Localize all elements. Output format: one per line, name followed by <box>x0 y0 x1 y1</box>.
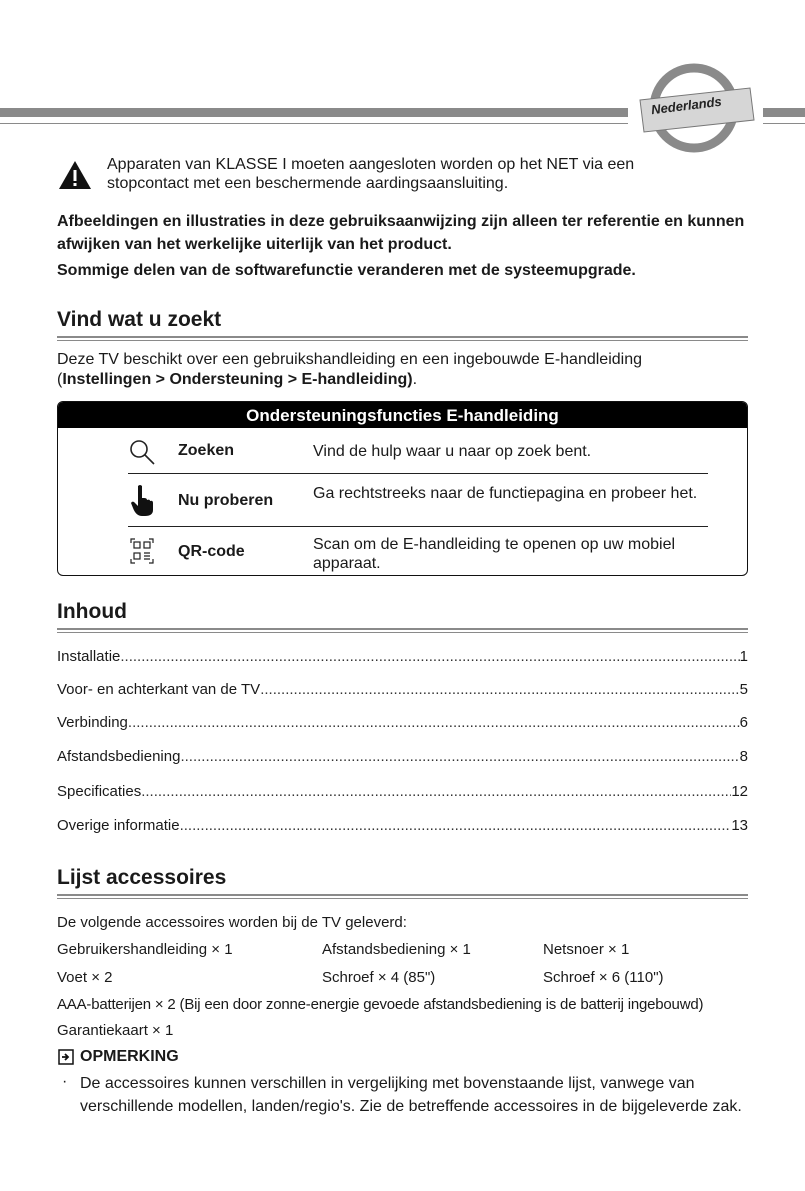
toc-leader <box>180 748 739 765</box>
toc-title: Installatie <box>57 648 121 665</box>
language-badge: Nederlands <box>650 93 723 118</box>
toc-leader <box>180 817 732 834</box>
feature-desc: Vind de hulp waar u naar op zoek bent. <box>313 443 592 460</box>
toc-page: 12 <box>731 783 748 800</box>
toc-leader <box>260 681 739 698</box>
accessories-intro: De volgende accessoires worden bij de TV geleverd: <box>57 914 407 931</box>
toc-title: Verbinding <box>57 714 128 731</box>
warning-text: Apparaten van KLASSE I moeten aangesloten worden op het NET via een stopcontact met een beschermende aardingsaansluiting. <box>107 156 635 192</box>
accessory-item: Gebruikershandleiding × 1 <box>57 941 233 958</box>
toc-title: Voor- en achterkant van de TV <box>57 681 261 698</box>
header-bar-right <box>763 108 805 117</box>
accessory-item: Voet × 2 <box>57 969 113 986</box>
accessory-item: Schroef × 6 (110") <box>543 969 664 986</box>
toc-entry[interactable] <box>57 714 748 731</box>
table-title: Ondersteuningsfuncties E-handleiding <box>58 402 747 428</box>
heading-rule <box>57 628 748 633</box>
search-icon <box>128 438 156 466</box>
header-rule-right <box>763 123 805 124</box>
hand-pointer-icon <box>131 484 155 516</box>
feature-name: Nu proberen <box>178 492 274 509</box>
warning-icon <box>58 160 92 190</box>
accessory-warranty: Garantiekaart × 1 <box>57 1022 174 1039</box>
toc-entry[interactable] <box>57 648 748 665</box>
notice-reference: Afbeeldingen en illustraties in deze gebruiksaanwijzing zijn alleen ter referentie en kunnen afwijken van het werkelijke uiterlijk van het product. <box>57 213 745 253</box>
feature-desc: Scan om de E-handleiding te openen op uw mobiel apparaat. <box>313 536 676 572</box>
row-divider <box>128 473 708 474</box>
notice-software: Sommige delen van de softwarefunctie veranderen met de systeemupgrade. <box>57 262 636 279</box>
toc-page: 1 <box>739 648 748 665</box>
intro-text: Deze TV beschikt over een gebruikshandleiding en een ingebouwde E-handleiding <box>57 351 642 368</box>
heading-find: Vind wat u zoekt <box>57 308 222 331</box>
toc-title: Afstandsbediening <box>57 748 181 765</box>
accessory-batteries: AAA-batterijen × 2 (Bij een door zonne-energie gevoede afstandsbediening is de batterij ingebouwd) <box>57 996 704 1013</box>
toc-entry[interactable] <box>57 748 748 765</box>
path-end: . <box>412 371 418 388</box>
menu-path: Instellingen > Ondersteuning > E-handleiding) <box>62 371 413 388</box>
find-intro <box>57 350 748 390</box>
note-text: De accessoires kunnen verschillen in vergelijking met bovenstaande lijst, vanwege van verschillende modellen, landen/regio's. Zie de betreffende accessoires in de bijgeleverde zak. <box>80 1075 742 1115</box>
toc-entry[interactable] <box>57 817 748 834</box>
note-bullet: · <box>62 1073 68 1090</box>
path-open: ( <box>57 371 63 388</box>
note-title: OPMERKING <box>80 1048 179 1065</box>
heading-rule <box>57 336 748 341</box>
heading-rule <box>57 894 748 899</box>
note-icon <box>58 1049 74 1065</box>
feature-name: QR-code <box>178 543 245 560</box>
toc-title: Overige informatie <box>57 817 180 834</box>
toc-leader <box>120 648 739 665</box>
toc-leader <box>128 714 740 731</box>
row-divider <box>128 526 708 527</box>
e-manual-features-table <box>57 401 748 576</box>
header-rule <box>0 123 628 124</box>
accessory-item: Schroef × 4 (85") <box>322 969 436 986</box>
toc-page: 6 <box>739 714 748 731</box>
toc-leader <box>141 783 731 800</box>
toc-title: Specificaties <box>57 783 142 800</box>
qr-code-icon <box>130 538 154 564</box>
feature-name: Zoeken <box>178 442 235 459</box>
toc-page: 13 <box>731 817 748 834</box>
toc-entry[interactable] <box>57 681 748 698</box>
toc-page: 8 <box>739 748 748 765</box>
feature-desc: Ga rechtstreeks naar de functiepagina en probeer het. <box>313 485 698 502</box>
header-bar <box>0 108 628 117</box>
accessory-item: Netsnoer × 1 <box>543 941 630 958</box>
accessory-item: Afstandsbediening × 1 <box>322 941 471 958</box>
toc-entry[interactable] <box>57 783 748 800</box>
heading-accessories: Lijst accessoires <box>57 866 227 889</box>
toc-page: 5 <box>739 681 748 698</box>
heading-contents: Inhoud <box>57 600 127 623</box>
